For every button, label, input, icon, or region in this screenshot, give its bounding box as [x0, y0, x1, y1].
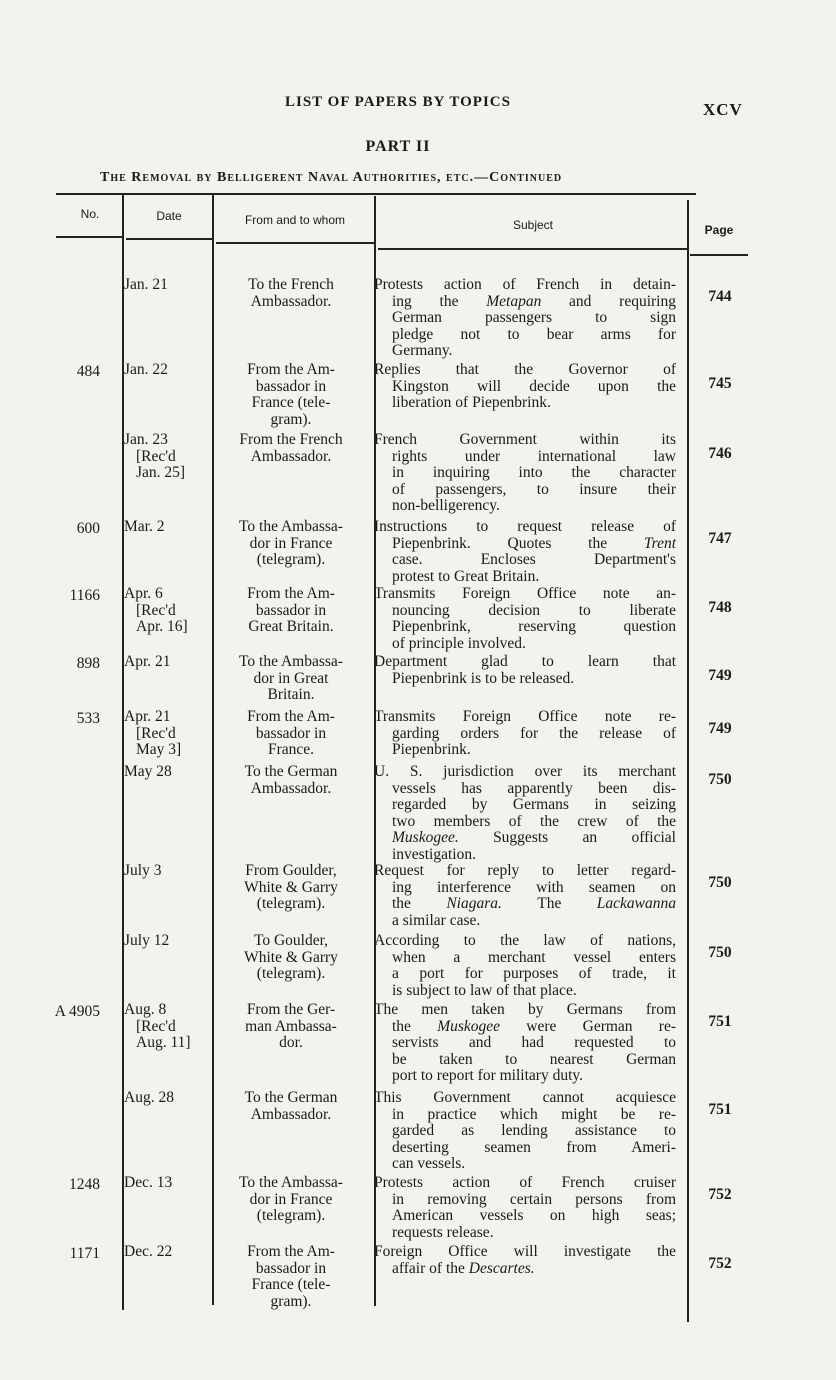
- subj-line: a similar case.: [392, 911, 481, 929]
- date-cell: [124, 1244, 210, 1261]
- page-reference: 747: [708, 530, 732, 547]
- date-line: Apr. 21: [124, 653, 171, 670]
- subj-line: in practice which might be re-: [392, 1105, 677, 1123]
- subj-line: Germany.: [392, 342, 453, 359]
- from-to-cell: [214, 432, 368, 465]
- from-to-cell: [214, 1002, 368, 1052]
- date-line: Dec. 13: [124, 1174, 173, 1191]
- subj-line: vessels has apparently been dis-: [392, 779, 676, 797]
- who-line: (telegram).: [256, 1207, 326, 1224]
- who-line: dor in France: [249, 1190, 333, 1208]
- subj-line: ing the Metapan and requiring: [392, 292, 676, 310]
- subj-line: French Government within its: [374, 431, 676, 448]
- subj-line: American vessels on high seas;: [392, 1207, 677, 1224]
- page-number: XCV: [703, 100, 743, 119]
- subj-line: pledge not to bear arms for: [392, 325, 676, 343]
- who-line: bassador in: [255, 601, 327, 619]
- subj-line: the Niagara. The Lackawanna: [392, 895, 676, 912]
- from-to-cell: [214, 586, 368, 636]
- subj-line: Kingston will decide upon the: [392, 377, 676, 395]
- date-cell: [124, 586, 210, 636]
- subj-line: regarded by Germans in seizing: [392, 796, 677, 813]
- from-to-cell: [214, 519, 368, 569]
- date-line: [Rec'd: [136, 447, 176, 465]
- date-cell: [124, 1090, 210, 1107]
- subj-line: protest to Great Britain.: [392, 567, 540, 585]
- subj-line: Department glad to learn that: [374, 653, 677, 670]
- date-cell: [124, 933, 210, 950]
- column-divider-4: [687, 200, 689, 1322]
- column-header-date: Date: [156, 209, 182, 223]
- section-title: The Removal by Belligerent Naval Authorities, etc.—Continued: [100, 170, 563, 185]
- column-header-page: Page: [704, 223, 734, 237]
- date-line: Mar. 2: [124, 518, 165, 535]
- who-line: France (tele-: [251, 394, 331, 411]
- subject-cell: [374, 863, 676, 929]
- date-line: July 3: [124, 862, 162, 879]
- who-line: From the Am-: [247, 361, 335, 378]
- who-line: From the Am-: [247, 585, 335, 602]
- subj-line: a port for purposes of trade, it: [392, 965, 676, 982]
- subj-line: two members of the crew of the: [392, 812, 677, 830]
- date-line: July 12: [124, 932, 170, 949]
- who-line: bassador in: [255, 377, 327, 395]
- subj-line: Piepenbrink. Quotes the Trent: [392, 534, 677, 552]
- who-line: From the Ger-: [246, 1001, 336, 1018]
- paper-number: 484: [76, 363, 100, 380]
- subj-line: Protests action of French cruiser: [374, 1174, 676, 1191]
- date-cell: [124, 1002, 210, 1052]
- who-line: From the Am-: [247, 708, 335, 725]
- subj-line: Piepenbrink.: [392, 741, 471, 758]
- date-line: Apr. 21: [124, 708, 171, 725]
- subject-cell: [374, 432, 676, 515]
- page-reference: 745: [708, 375, 732, 392]
- who-line: gram).: [270, 1292, 312, 1310]
- column-header-no: No.: [80, 207, 100, 221]
- subj-line: when a merchant vessel enters: [392, 948, 676, 966]
- date-line: Aug. 28: [124, 1089, 174, 1106]
- subject-cell: [374, 1002, 676, 1085]
- who-line: man Ambassa-: [245, 1017, 337, 1035]
- from-to-cell: [214, 764, 368, 797]
- page-reference: 752: [708, 1186, 732, 1203]
- list-title: LIST OF PAPERS BY TOPICS: [284, 94, 511, 110]
- subj-line: port to report for military duty.: [392, 1067, 584, 1084]
- paper-number: 1171: [69, 1245, 100, 1262]
- subj-line: This Government cannot acquiesce: [374, 1089, 676, 1106]
- subj-line: German passengers to sign: [392, 309, 676, 326]
- subj-line: According to the law of nations,: [374, 932, 676, 949]
- date-cell: [124, 709, 210, 759]
- date-line: Jan. 21: [124, 276, 168, 293]
- subj-line: rights under international law: [392, 447, 676, 465]
- who-line: To the Ambassa-: [239, 653, 343, 670]
- subj-line: U. S. jurisdiction over its merchant: [374, 763, 677, 780]
- date-cell: [124, 654, 210, 671]
- subj-line: Muskogee. Suggests an official: [392, 829, 676, 846]
- from-to-cell: [214, 654, 368, 704]
- who-line: To the Ambassa-: [239, 518, 343, 535]
- paper-number: 1248: [69, 1176, 100, 1193]
- subj-line: Foreign Office will investigate the: [374, 1243, 676, 1260]
- from-to-cell: [214, 362, 368, 428]
- subject-cell: [374, 586, 676, 652]
- subj-line: Replies that the Governor of: [374, 361, 677, 378]
- page-reference: 751: [708, 1101, 732, 1118]
- header-rule-no: [56, 236, 122, 238]
- who-line: To Goulder,: [253, 932, 329, 949]
- date-cell: [124, 432, 210, 482]
- who-line: (telegram).: [256, 965, 326, 982]
- date-line: May 3]: [136, 741, 182, 758]
- date-cell: [124, 764, 210, 781]
- who-line: France.: [267, 741, 315, 758]
- from-to-cell: [214, 1175, 368, 1225]
- subject-cell: [374, 1090, 676, 1173]
- date-line: May 28: [124, 763, 172, 780]
- date-line: [Rec'd: [136, 724, 176, 742]
- subj-line: ing interference with seamen on: [392, 878, 676, 896]
- who-line: To the Ambassa-: [239, 1174, 343, 1191]
- date-line: Apr. 16]: [136, 618, 188, 635]
- date-line: Apr. 6: [124, 585, 163, 602]
- subject-cell: [374, 654, 676, 687]
- who-line: To the German: [244, 763, 338, 780]
- page-reference: 752: [708, 1255, 732, 1272]
- subj-line: Request for reply to letter regard-: [374, 862, 677, 879]
- subj-line: Transmits Foreign Office note an-: [374, 585, 677, 602]
- date-line: Jan. 22: [124, 361, 168, 378]
- header-rule-who: [216, 242, 374, 244]
- who-line: bassador in: [255, 1259, 327, 1277]
- date-cell: [124, 863, 210, 880]
- who-line: To the French: [248, 276, 334, 293]
- date-line: Aug. 8: [124, 1001, 167, 1018]
- date-cell: [124, 519, 210, 536]
- who-line: From the French: [239, 431, 343, 448]
- who-line: bassador in: [255, 724, 327, 742]
- subject-cell: [374, 1244, 676, 1277]
- who-line: dor in France: [249, 534, 333, 552]
- subj-line: of passengers, to insure their: [392, 480, 676, 498]
- subj-line: requests release.: [392, 1223, 494, 1241]
- subj-line: can vessels.: [392, 1155, 466, 1172]
- page-reference: 749: [708, 667, 732, 684]
- who-line: Britain.: [267, 686, 315, 703]
- subject-cell: [374, 1175, 676, 1241]
- subj-line: is subject to law of that place.: [392, 981, 577, 999]
- who-line: Ambassador.: [250, 292, 332, 310]
- subj-line: in inquiring into the character: [392, 464, 676, 481]
- subj-line: servists and had requested to: [392, 1034, 677, 1051]
- who-line: White & Garry: [244, 948, 338, 966]
- subj-line: in removing certain persons from: [392, 1190, 677, 1208]
- table-top-rule: [56, 193, 696, 195]
- subj-line: Piepenbrink, reserving question: [392, 618, 677, 635]
- who-line: Ambassador.: [250, 447, 332, 465]
- header-rule-date: [126, 238, 212, 240]
- subj-line: of principle involved.: [392, 634, 526, 652]
- subj-line: be taken to nearest German: [392, 1050, 676, 1068]
- who-line: From the Am-: [247, 1243, 335, 1260]
- from-to-cell: [214, 933, 368, 983]
- who-line: Ambassador.: [250, 779, 332, 797]
- page-reference: 750: [708, 771, 732, 788]
- subject-cell: [374, 709, 676, 759]
- who-line: dor.: [279, 1034, 303, 1051]
- subj-line: Protests action of French in detain-: [374, 276, 677, 293]
- part-title: PART II: [365, 138, 431, 155]
- subj-line: Instructions to request release of: [374, 518, 677, 535]
- page-reference: 751: [708, 1013, 732, 1030]
- subj-line: Transmits Foreign Office note re-: [374, 708, 676, 725]
- who-line: (telegram).: [256, 551, 326, 568]
- subj-line: case. Encloses Department's: [392, 551, 676, 568]
- subj-line: garded as lending assistance to: [392, 1122, 677, 1139]
- subj-line: The men taken by Germans from: [374, 1001, 677, 1018]
- date-cell: [124, 362, 210, 379]
- subject-cell: [374, 362, 676, 412]
- who-line: Ambassador.: [250, 1105, 332, 1123]
- page-reference: 748: [708, 599, 732, 616]
- page-reference: 750: [708, 874, 732, 891]
- subj-line: nouncing decision to liberate: [392, 601, 676, 619]
- who-line: gram).: [270, 410, 312, 428]
- date-line: [Rec'd: [136, 601, 176, 619]
- who-line: Great Britain.: [248, 618, 334, 635]
- subject-cell: [374, 277, 676, 360]
- column-header-from-to: From and to whom: [244, 213, 346, 227]
- page-reference: 744: [708, 288, 732, 305]
- subject-cell: [374, 519, 676, 585]
- subj-line: investigation.: [392, 845, 476, 863]
- paper-number: 898: [76, 655, 100, 672]
- subj-line: affair of the Descartes.: [392, 1259, 535, 1277]
- header-rule-subject: [378, 248, 688, 250]
- page-reference: 749: [708, 720, 732, 737]
- date-cell: [124, 277, 210, 294]
- date-line: Dec. 22: [124, 1243, 173, 1260]
- from-to-cell: [214, 1244, 368, 1310]
- column-header-subject: Subject: [512, 218, 554, 232]
- who-line: France (tele-: [251, 1276, 331, 1293]
- page-reference: 750: [708, 944, 732, 961]
- subj-line: the Muskogee were German re-: [392, 1017, 676, 1035]
- who-line: To the German: [244, 1089, 338, 1106]
- subj-line: garding orders for the release of: [392, 724, 676, 742]
- from-to-cell: [214, 277, 368, 310]
- paper-number: 1166: [69, 587, 100, 604]
- paper-number: 533: [76, 710, 100, 727]
- page-reference: 746: [708, 445, 732, 462]
- subject-cell: [374, 933, 676, 999]
- who-line: (telegram).: [256, 895, 326, 912]
- who-line: From Goulder,: [245, 862, 337, 879]
- date-line: Aug. 11]: [136, 1034, 191, 1051]
- date-line: Jan. 25]: [136, 464, 186, 481]
- date-line: Jan. 23: [124, 431, 168, 448]
- subj-line: deserting seamen from Ameri-: [392, 1138, 676, 1156]
- paper-number: 600: [76, 520, 100, 537]
- subj-line: Piepenbrink is to be released.: [392, 669, 575, 687]
- subj-line: liberation of Piepenbrink.: [392, 394, 551, 411]
- from-to-cell: [214, 1090, 368, 1123]
- date-cell: [124, 1175, 210, 1192]
- from-to-cell: [214, 863, 368, 913]
- subj-line: non-belligerency.: [392, 497, 500, 514]
- subject-cell: [374, 764, 676, 863]
- date-line: [Rec'd: [136, 1017, 176, 1035]
- header-rule-page: [690, 254, 748, 256]
- who-line: dor in Great: [253, 669, 329, 687]
- who-line: White & Garry: [244, 878, 338, 896]
- from-to-cell: [214, 709, 368, 759]
- paper-number: A 4905: [54, 1003, 100, 1020]
